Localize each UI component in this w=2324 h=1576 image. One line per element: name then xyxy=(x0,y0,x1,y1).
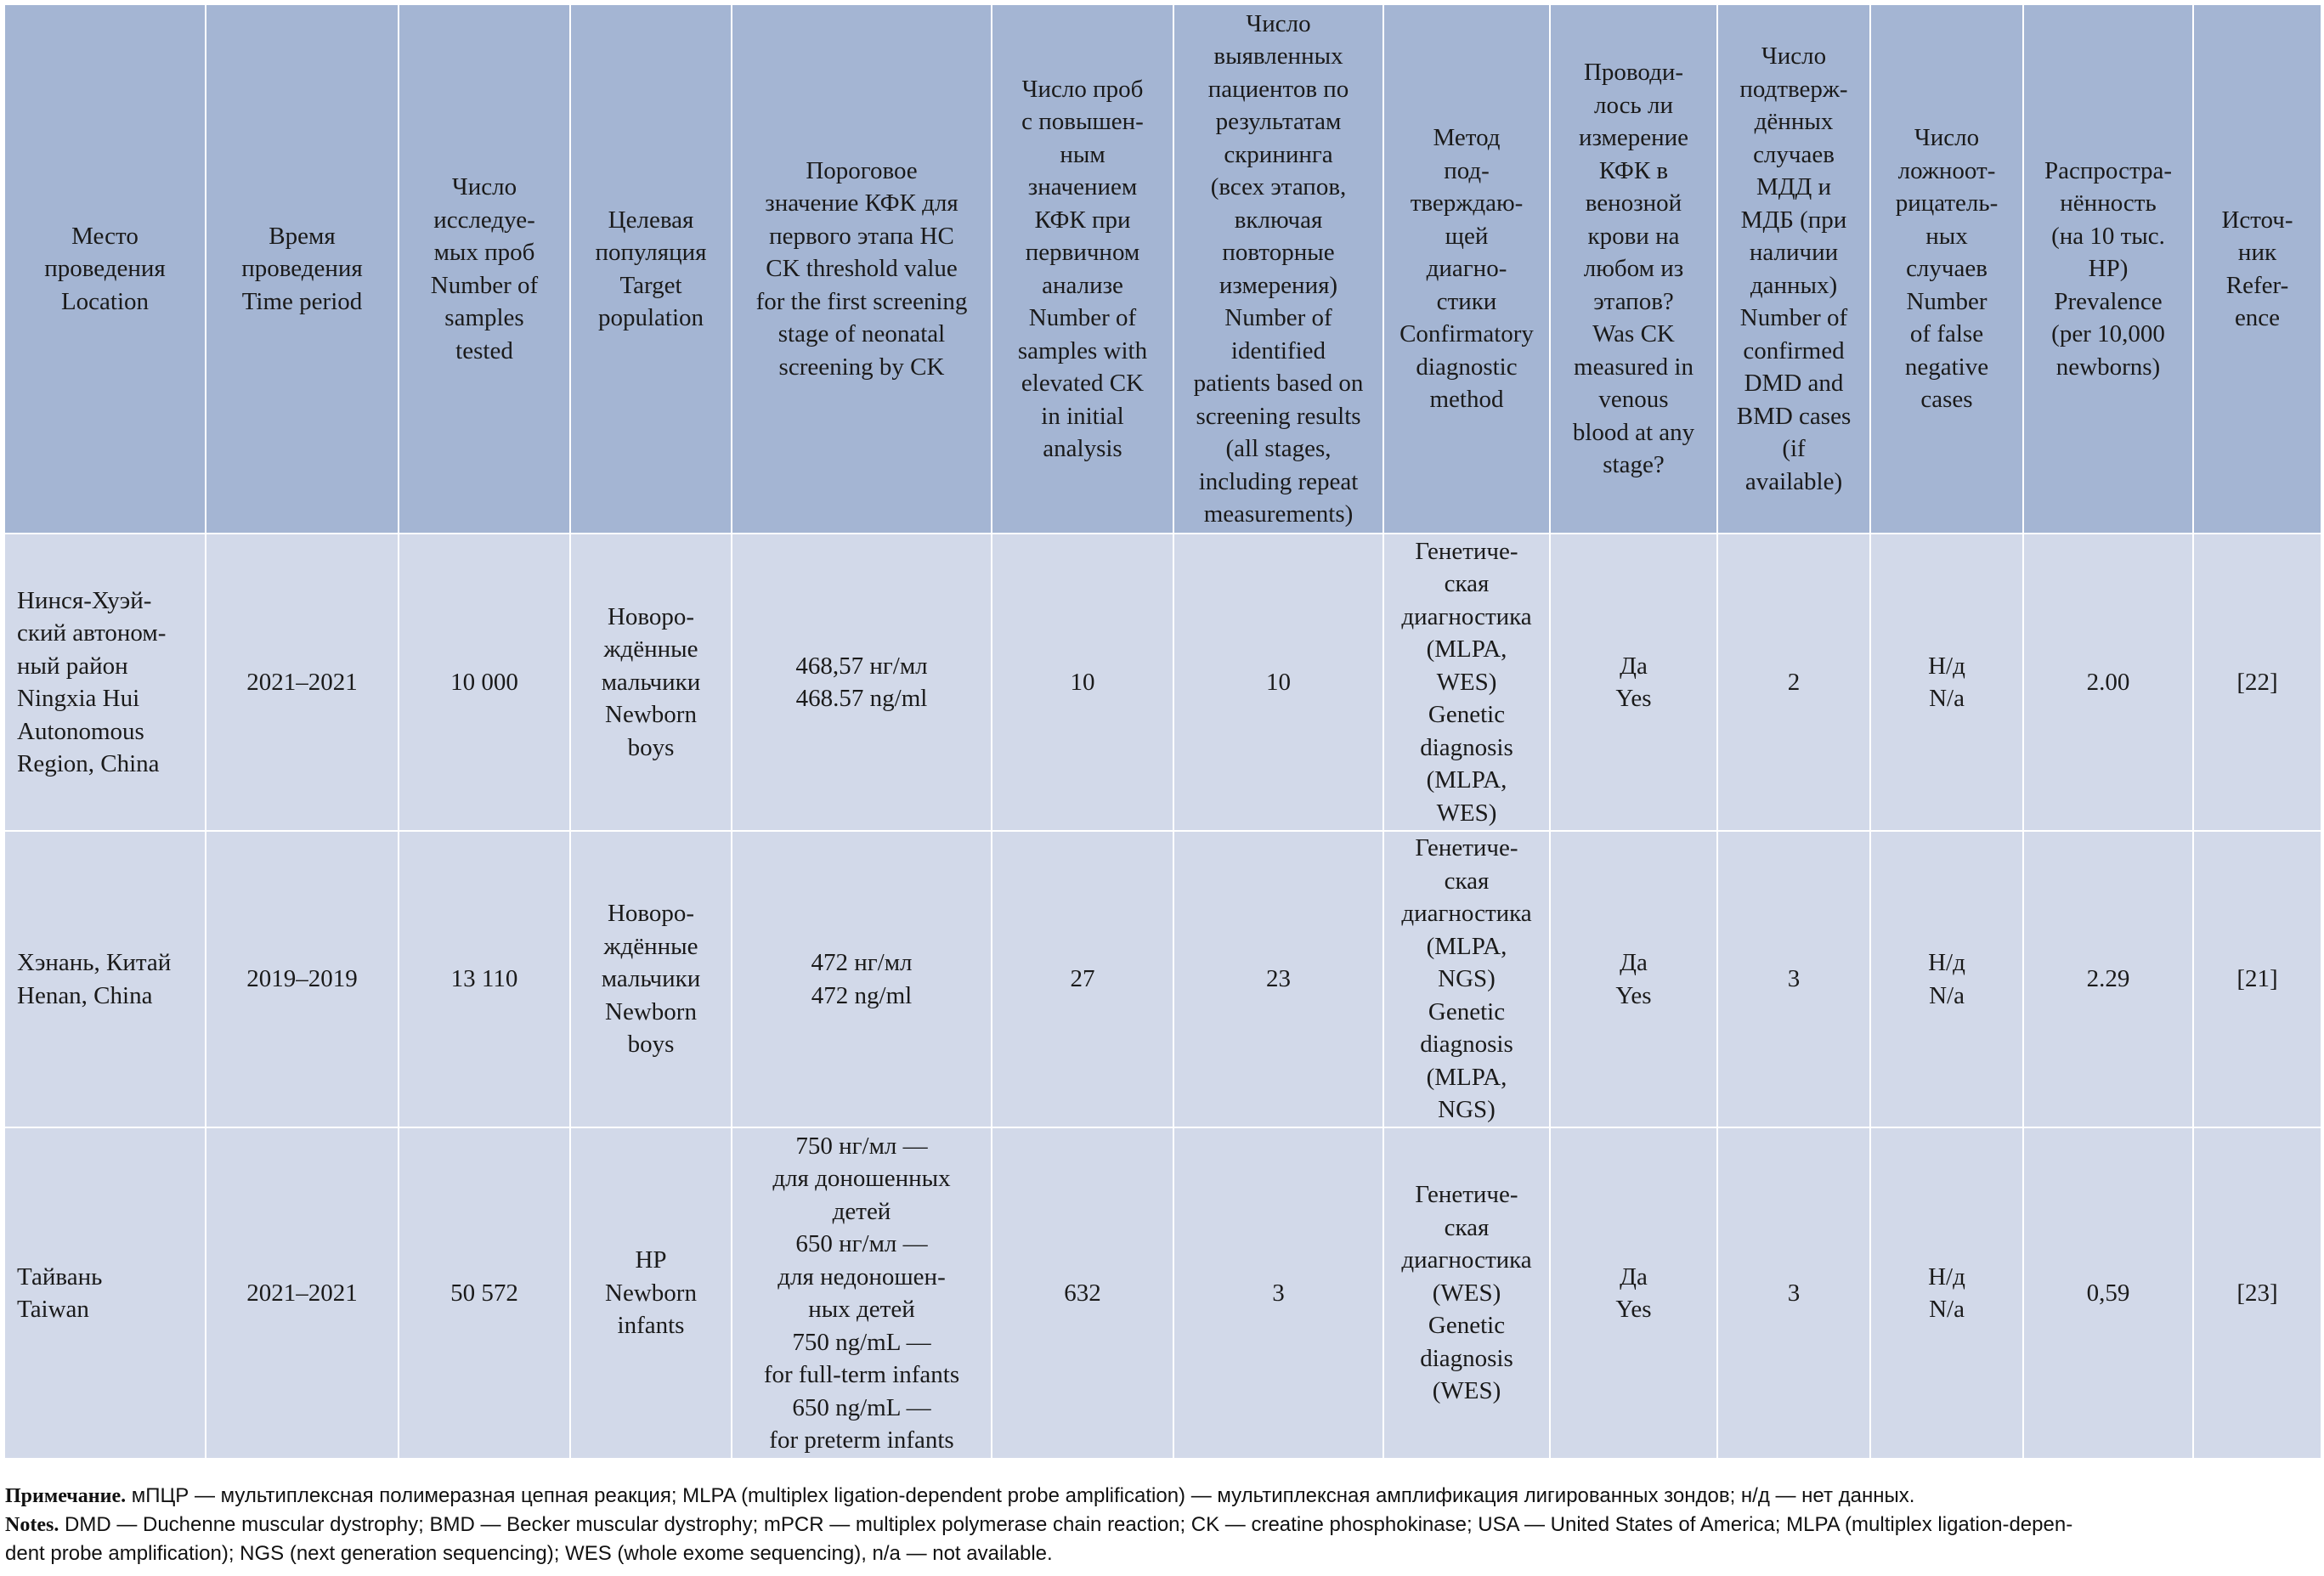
cell-prevalence: 2.29 xyxy=(2023,831,2193,1127)
cell-population: НР Newborn infants xyxy=(570,1127,732,1459)
cell-confirmed: 3 xyxy=(1717,1127,1870,1459)
note-en-label: Notes. xyxy=(5,1514,59,1536)
cell-time-period: 2019–2019 xyxy=(206,831,399,1127)
cell-time-period: 2021–2021 xyxy=(206,1127,399,1459)
cell-venous: Да Yes xyxy=(1550,534,1717,831)
note-en xyxy=(5,1511,2316,1539)
cell-false-negative: Н/д N/a xyxy=(1870,1127,2023,1459)
cell-location: Хэнань, Китай Henan, China xyxy=(4,831,206,1127)
header-identified-patients: Число выявленных пациентов по результатам скрининга (всех этапов, включая повторные измерения) Number of identified patients based on screening results (all stages, including repeat measurements) xyxy=(1173,4,1383,534)
cell-identified: 10 xyxy=(1173,534,1383,831)
cell-location: Тайвань Taiwan xyxy=(4,1127,206,1459)
cell-threshold: 472 нг/мл 472 ng/ml xyxy=(732,831,992,1127)
cell-method: Генетиче- ская диагностика (WES) Genetic diagnosis (WES) xyxy=(1383,1127,1550,1459)
note-en-text: DMD — Duchenne muscular dystrophy; BMD — Becker muscular dystrophy; mPCR — multiplex polymerase chain reaction; CK — creatine phosphokinase; USA — United States of America; MLPA (multiplex ligation-depen- xyxy=(59,1513,2073,1536)
cell-confirmed: 3 xyxy=(1717,831,1870,1127)
note-ru-label: Примечание. xyxy=(5,1485,127,1507)
cell-reference: [21] xyxy=(2193,831,2321,1127)
header-reference: Источ- ник Refer- ence xyxy=(2193,4,2321,534)
cell-location: Нинся-Хуэй- ский автоном- ный район Ningxia Hui Autonomous Region, China xyxy=(4,534,206,831)
cell-elevated: 632 xyxy=(992,1127,1173,1459)
table-row xyxy=(4,831,2321,1127)
cell-reference: [23] xyxy=(2193,1127,2321,1459)
header-time-period: Время проведения Time period xyxy=(206,4,399,534)
cell-samples: 10 000 xyxy=(399,534,570,831)
cell-elevated: 10 xyxy=(992,534,1173,831)
header-elevated-ck: Число проб с повышен- ным значением КФК при первичном анализе Number of samples with elevated CK in initial analysis xyxy=(992,4,1173,534)
header-location: Место проведения Location xyxy=(4,4,206,534)
header-samples-tested: Число исследуе- мых проб Number of samples tested xyxy=(399,4,570,534)
cell-prevalence: 2.00 xyxy=(2023,534,2193,831)
cell-samples: 50 572 xyxy=(399,1127,570,1459)
header-target-population: Целевая популяция Target population xyxy=(570,4,732,534)
header-confirmed-cases: Число подтверж- дённых случаев МДД и МДБ (при наличии данных) Number of confirmed DMD and BMD cases (if available) xyxy=(1717,4,1870,534)
cell-elevated: 27 xyxy=(992,831,1173,1127)
cell-threshold: 468,57 нг/мл 468.57 ng/ml xyxy=(732,534,992,831)
cell-identified: 3 xyxy=(1173,1127,1383,1459)
header-row xyxy=(4,4,2321,534)
cell-false-negative: Н/д N/a xyxy=(1870,831,2023,1127)
cell-threshold: 750 нг/мл — для доношенных детей 650 нг/мл — для недоношен- ных детей 750 ng/mL — for full-term infants 650 ng/mL — for preterm infants xyxy=(732,1127,992,1459)
table-row xyxy=(4,1127,2321,1459)
header-ck-threshold: Пороговое значение КФК для первого этапа НС CK threshold value for the first screening stage of neonatal screening by CK xyxy=(732,4,992,534)
note-en-continued: dent probe amplification); NGS (next generation sequencing); WES (whole exome sequencing), n/a — not available. xyxy=(5,1542,1053,1565)
cell-identified: 23 xyxy=(1173,831,1383,1127)
cell-reference: [22] xyxy=(2193,534,2321,831)
note-ru xyxy=(5,1482,2316,1511)
header-venous-ck: Проводи- лось ли измерение КФК в венозной крови на любом из этапов? Was CK measured in venous blood at any stage? xyxy=(1550,4,1717,534)
cell-samples: 13 110 xyxy=(399,831,570,1127)
cell-venous: Да Yes xyxy=(1550,1127,1717,1459)
cell-venous: Да Yes xyxy=(1550,831,1717,1127)
header-confirmatory-method: Метод под- тверждаю- щей диагно- стики Confirmatory diagnostic method xyxy=(1383,4,1550,534)
cell-population: Новоро- ждённые мальчики Newborn boys xyxy=(570,831,732,1127)
cell-method: Генетиче- ская диагностика (MLPA, NGS) Genetic diagnosis (MLPA, NGS) xyxy=(1383,831,1550,1127)
cell-prevalence: 0,59 xyxy=(2023,1127,2193,1459)
cell-time-period: 2021–2021 xyxy=(206,534,399,831)
table-notes xyxy=(5,1482,2316,1568)
cell-confirmed: 2 xyxy=(1717,534,1870,831)
table-row xyxy=(4,534,2321,831)
header-prevalence: Распростра- нённость (на 10 тыс. НР) Prevalence (per 10,000 newborns) xyxy=(2023,4,2193,534)
screening-table xyxy=(3,3,2322,1460)
cell-method: Генетиче- ская диагностика (MLPA, WES) Genetic diagnosis (MLPA, WES) xyxy=(1383,534,1550,831)
cell-false-negative: Н/д N/a xyxy=(1870,534,2023,831)
note-ru-text: мПЦР — мультиплексная полимеразная цепная реакция; MLPA (multiplex ligation-dependent probe amplification) — мультиплексная амплификация лигированных зондов; н/д — нет данных. xyxy=(126,1484,1915,1507)
cell-population: Новоро- ждённые мальчики Newborn boys xyxy=(570,534,732,831)
header-false-negative: Число ложноот- рицатель- ных случаев Number of false negative cases xyxy=(1870,4,2023,534)
